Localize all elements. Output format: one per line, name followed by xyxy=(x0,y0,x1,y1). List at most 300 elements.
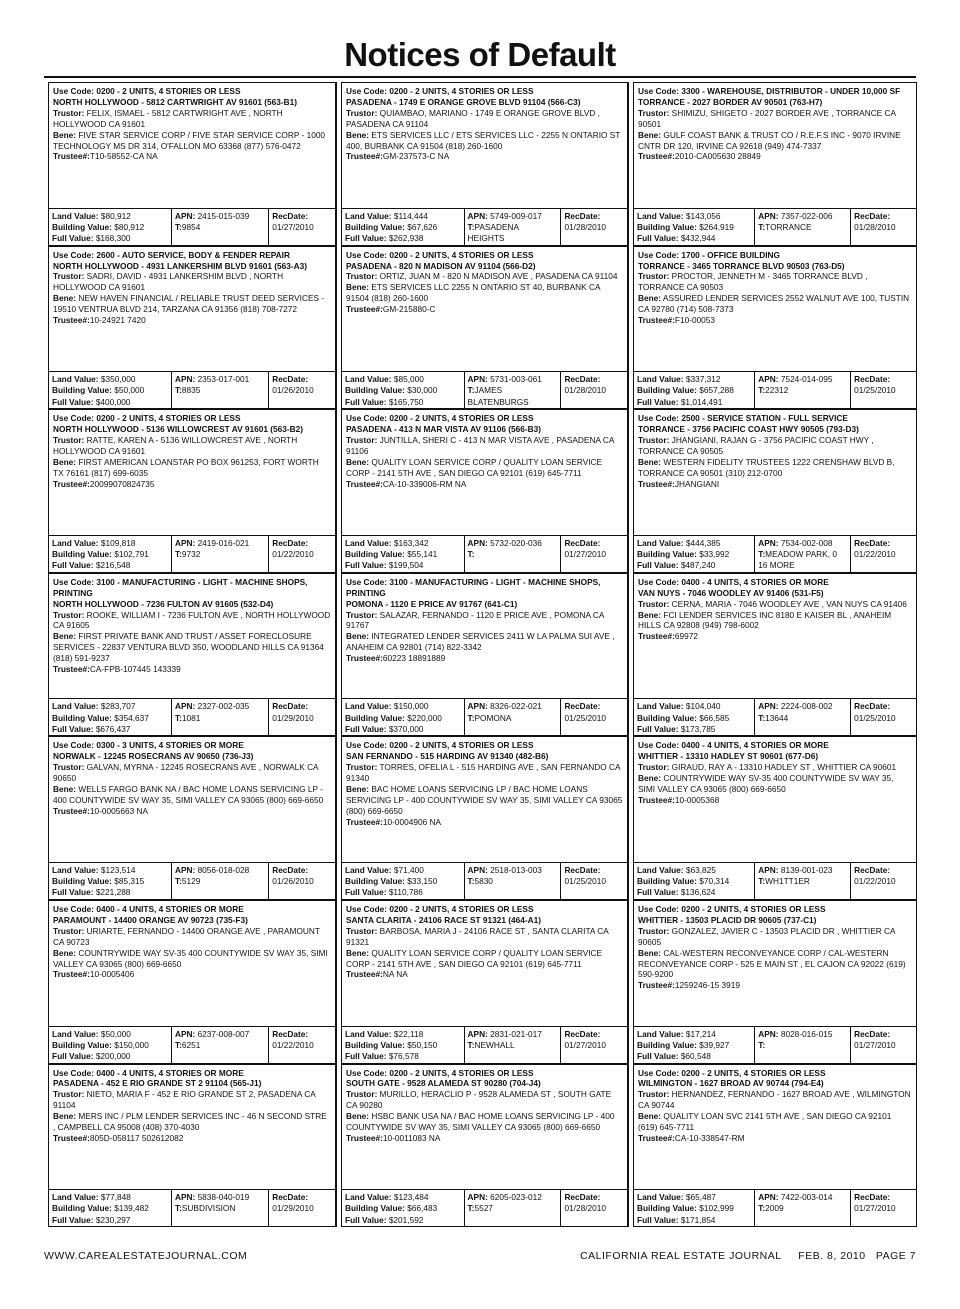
trustee-value: NA NA xyxy=(382,969,408,980)
use-code: Use Code: 2600 - AUTO SERVICE, BODY & FENDER REPAIR xyxy=(53,249,290,260)
tract xyxy=(468,385,558,408)
trustor-label: Trustor: xyxy=(346,609,378,620)
tract-value: 5527 xyxy=(474,1203,493,1214)
full-value xyxy=(52,724,168,735)
bene-value: FCI LENDER SERVICES INC 8180 E KAISER BL , ANAHEIM HILLS CA 92808 (949) 798-6002 xyxy=(638,609,892,631)
apn xyxy=(468,865,558,876)
use-code: Use Code: 0400 - 4 UNITS, 4 STORIES OR MORE xyxy=(638,740,829,751)
land-value xyxy=(345,1192,461,1203)
apn-column xyxy=(172,536,269,572)
land-label: Land Value: xyxy=(637,1028,684,1039)
values-column xyxy=(634,372,755,408)
recdate-column xyxy=(269,699,335,735)
values-column xyxy=(342,372,465,408)
bene-value: ETS SERVICES LLC 2255 N ONTARIO ST 40, BURBANK CA 91504 (818) 260-1600 xyxy=(346,282,601,304)
building-amount: $102,791 xyxy=(114,548,149,559)
tract xyxy=(175,1203,265,1214)
recdate-value: 01/25/2010 xyxy=(854,385,896,396)
value-row xyxy=(49,209,335,245)
land-amount: $444,385 xyxy=(685,537,721,548)
full-label: Full Value: xyxy=(52,723,94,734)
bene-line xyxy=(53,1111,331,1133)
bene-label: Bene: xyxy=(346,282,370,293)
apn-column xyxy=(755,372,851,408)
trustee-line xyxy=(638,795,912,806)
apn-label: APN: xyxy=(758,701,779,712)
tract xyxy=(758,1203,847,1214)
trustee-label: Trustee#: xyxy=(53,315,90,326)
bene-label: Bene: xyxy=(53,129,77,140)
tract xyxy=(468,1203,558,1214)
value-row xyxy=(342,1027,627,1063)
recdate-column xyxy=(851,372,916,408)
trustor-label: Trustor: xyxy=(638,762,670,773)
trustor-line xyxy=(346,108,623,130)
trustor-label: Trustor: xyxy=(346,107,378,118)
full-label: Full Value: xyxy=(345,887,387,898)
building-label: Building Value: xyxy=(637,548,697,559)
recdate-column xyxy=(269,863,335,899)
trustor-value: PROCTOR, JENNETH M - 3465 TORRANCE BLVD , TORRANCE CA 90503 xyxy=(638,271,868,293)
recdate-column xyxy=(561,1027,627,1063)
land-label: Land Value: xyxy=(345,864,392,875)
recdate-value: 01/25/2010 xyxy=(564,712,606,723)
use-code: Use Code: 0200 - 2 UNITS, 4 STORIES OR LESS xyxy=(638,1067,826,1078)
value-row xyxy=(634,209,916,245)
recdate-label: RecDate: xyxy=(272,1192,309,1203)
tract-value: JAMES BLATENBURGS xyxy=(467,385,529,407)
tract-label: T: xyxy=(467,876,475,887)
notice-cell xyxy=(44,1064,336,1228)
bene-value: COUNTRYWIDE WAY SV-35 400 COUNTYWIDE SV WAY 35, SIMI VALLEY CA 93065 (800) 669-6650 xyxy=(638,773,894,794)
apn-column xyxy=(172,1027,269,1063)
full-value xyxy=(345,1215,461,1226)
trustee-line xyxy=(346,969,623,980)
bene-label: Bene: xyxy=(346,456,370,467)
use-code: Use Code: 0400 - 4 UNITS, 4 STORIES OR MORE xyxy=(53,1067,244,1078)
trustor-label: Trustor: xyxy=(346,762,378,773)
land-value xyxy=(637,701,751,712)
trustor-line xyxy=(53,762,331,784)
building-value xyxy=(52,1040,168,1051)
tract-label: T: xyxy=(174,876,182,887)
tract xyxy=(175,549,265,560)
recdate-value: 01/29/2010 xyxy=(272,1203,314,1214)
land-label: Land Value: xyxy=(637,374,684,385)
full-amount: $199,504 xyxy=(388,560,424,571)
tract-value: 22312 xyxy=(765,385,789,396)
full-amount: $370,000 xyxy=(388,723,424,734)
tract-label: T: xyxy=(174,712,182,723)
full-value xyxy=(345,887,461,898)
full-amount: $262,938 xyxy=(388,233,424,243)
building-value xyxy=(345,222,461,233)
values-column xyxy=(634,1190,755,1226)
building-value xyxy=(52,876,168,887)
full-value xyxy=(637,1215,751,1226)
value-row xyxy=(634,536,916,572)
trustee-line xyxy=(53,151,331,162)
bene-label: Bene: xyxy=(53,784,77,794)
notice-box xyxy=(633,1064,917,1228)
recdate-value: 01/27/2010 xyxy=(564,548,606,559)
trustee-line xyxy=(53,806,331,817)
tract xyxy=(175,713,265,724)
trustee-value: 10-0005663 NA xyxy=(89,805,149,816)
values-column xyxy=(634,209,755,245)
notices-grid xyxy=(44,82,917,1227)
full-label: Full Value: xyxy=(637,396,679,407)
land-amount: $337,312 xyxy=(685,374,721,385)
recdate-column xyxy=(561,536,627,572)
land-label: Land Value: xyxy=(52,374,99,385)
tract xyxy=(468,713,558,724)
trustor-value: URIARTE, FERNANDO - 14400 ORANGE AVE , PARAMOUNT CA 90723 xyxy=(53,925,320,947)
value-row xyxy=(634,372,916,408)
land-label: Land Value: xyxy=(52,864,99,875)
bene-line xyxy=(638,948,912,981)
trustee-line xyxy=(638,315,912,326)
tract-value: 8835 xyxy=(181,385,201,396)
building-label: Building Value: xyxy=(52,1039,112,1050)
building-value xyxy=(52,713,168,724)
bene-value: ASSURED LENDER SERVICES 2552 WALNUT AVE 100, TUSTIN CA 92780 (714) 508-7373 xyxy=(638,293,910,315)
property-address: TORRANCE - 3756 PACIFIC COAST HWY 90505 (793-D3) xyxy=(638,424,859,435)
bene-label: Bene: xyxy=(53,947,77,958)
tract-label: T: xyxy=(174,385,182,396)
land-label: Land Value: xyxy=(345,537,392,548)
apn-label: APN: xyxy=(467,374,488,385)
full-amount: $171,854 xyxy=(680,1214,716,1225)
notice-cell xyxy=(336,900,628,1064)
tract-label: T: xyxy=(758,876,766,887)
recdate-label: RecDate: xyxy=(564,1028,601,1039)
building-label: Building Value: xyxy=(345,221,405,232)
property-address: PARAMOUNT - 14400 ORANGE AV 90723 (735-F3) xyxy=(53,914,248,925)
trustee-line xyxy=(346,1133,623,1144)
land-value xyxy=(52,538,168,549)
notice-box xyxy=(48,573,336,737)
land-value xyxy=(345,865,461,876)
use-code: Use Code: 0200 - 2 UNITS, 4 STORIES OR LESS xyxy=(346,249,534,260)
trustor-line xyxy=(53,271,331,293)
trustee-line xyxy=(638,1133,912,1144)
bene-line xyxy=(638,130,912,152)
apn xyxy=(468,701,558,712)
land-amount: $17,214 xyxy=(685,1028,716,1039)
building-value xyxy=(637,222,751,233)
apn-label: APN: xyxy=(467,701,488,712)
apn-value: 2415-015-039 xyxy=(197,210,250,221)
apn-value: 2419-016-021 xyxy=(197,537,250,548)
notice-text xyxy=(634,1065,916,1191)
apn xyxy=(468,1192,558,1203)
notice-cell xyxy=(336,409,628,573)
land-amount: $123,484 xyxy=(393,1192,429,1203)
recdate-column xyxy=(269,372,335,408)
recdate-label: RecDate: xyxy=(854,210,891,221)
apn-column xyxy=(465,699,562,735)
land-label: Land Value: xyxy=(345,701,392,712)
property-address: PASADENA - 1749 E ORANGE GROVE BLVD 91104 (566-C3) xyxy=(346,96,581,107)
trustor-value: JHANGIANI, RAJAN G - 3756 PACIFIC COAST HWY , TORRANCE CA 90505 xyxy=(638,435,874,456)
recdate-value: 01/28/2010 xyxy=(854,221,896,232)
apn-label: APN: xyxy=(174,537,196,548)
apn-column xyxy=(755,699,851,735)
building-label: Building Value: xyxy=(52,876,112,887)
trustor-value: HERNANDEZ, FERNANDO - 1627 BROAD AVE , WILMINGTON CA 90744 xyxy=(638,1089,911,1111)
apn-label: APN: xyxy=(467,1028,488,1039)
tract-value: TORRANCE xyxy=(765,221,812,232)
notice-cell xyxy=(628,82,917,246)
trustee-value: 10-24921 7420 xyxy=(89,315,146,326)
full-amount: $136,624 xyxy=(680,887,716,898)
trustee-line xyxy=(346,653,623,664)
property-address: VAN NUYS - 7046 WOODLEY AV 91406 (531-F5) xyxy=(638,587,824,598)
trustor-line xyxy=(53,1089,331,1111)
apn-label: APN: xyxy=(174,1192,196,1203)
recdate-label: RecDate: xyxy=(564,374,601,385)
full-value xyxy=(52,560,168,571)
values-column xyxy=(342,209,465,245)
recdate-column xyxy=(851,536,916,572)
full-value xyxy=(637,233,751,244)
values-column xyxy=(634,699,755,735)
tract-value: SUBDIVISION xyxy=(181,1203,236,1214)
apn-label: APN: xyxy=(758,537,779,548)
building-label: Building Value: xyxy=(52,548,112,559)
apn xyxy=(758,1029,847,1040)
recdate-label: RecDate: xyxy=(854,701,891,712)
building-label: Building Value: xyxy=(637,1039,697,1050)
notice-cell xyxy=(44,573,336,737)
trustor-label: Trustor: xyxy=(53,107,85,118)
tract xyxy=(175,876,265,887)
trustor-line xyxy=(638,108,912,130)
bene-label: Bene: xyxy=(53,631,77,642)
use-code: Use Code: 3300 - WAREHOUSE, DISTRIBUTOR - UNDER 10,000 SF xyxy=(638,86,901,96)
tract xyxy=(758,549,847,571)
notice-text xyxy=(49,737,335,863)
building-value xyxy=(345,1040,461,1051)
land-value xyxy=(345,1029,461,1040)
property-address: PASADENA - 452 E RIO GRANDE ST 2 91104 (565-J1) xyxy=(53,1078,262,1089)
property-address: NORTH HOLLYWOOD - 4931 LANKERSHIM BLVD 91601 (563-A3) xyxy=(53,260,308,271)
bene-label: Bene: xyxy=(53,293,77,304)
land-value xyxy=(52,865,168,876)
full-amount: $676,437 xyxy=(95,723,131,734)
full-amount: $110,786 xyxy=(388,887,423,898)
bene-line xyxy=(638,610,912,632)
apn xyxy=(758,211,847,222)
property-address: WHITTIER - 13310 HADLEY ST 90601 (677-D6) xyxy=(638,751,819,762)
trustee-line xyxy=(53,664,331,675)
tract xyxy=(758,713,847,724)
value-row xyxy=(342,372,627,408)
apn-column xyxy=(465,1027,562,1063)
tract-label: T: xyxy=(758,221,766,232)
trustee-value: 10-0004906 NA xyxy=(382,816,442,827)
property-address: TORRANCE - 2027 BORDER AV 90501 (763-H7) xyxy=(638,96,823,107)
land-label: Land Value: xyxy=(345,374,392,385)
property-address: PASADENA - 820 N MADISON AV 91104 (566-D2) xyxy=(346,260,536,271)
bene-line xyxy=(346,457,623,479)
recdate-column xyxy=(561,699,627,735)
trustee-line xyxy=(638,980,912,991)
building-amount: $67,626 xyxy=(407,221,438,232)
notice-text xyxy=(49,247,335,373)
bene-label: Bene: xyxy=(638,773,662,784)
full-amount: $173,785 xyxy=(680,723,716,734)
value-row xyxy=(49,863,335,899)
full-value xyxy=(345,560,461,571)
building-value xyxy=(52,549,168,560)
notice-cell xyxy=(628,736,917,900)
apn-column xyxy=(755,209,851,245)
apn-label: APN: xyxy=(758,1028,779,1039)
recdate-value: 01/22/2010 xyxy=(854,548,896,559)
recdate-column xyxy=(269,536,335,572)
bene-value: QUALITY LOAN SERVICE CORP / QUALITY LOAN SERVICE CORP - 2141 5TH AVE , SAN DIEGO CA 92101 (619) 645-7711 xyxy=(346,456,603,478)
building-amount: $139,482 xyxy=(114,1203,149,1214)
notice-box xyxy=(633,82,917,246)
building-value xyxy=(345,1203,461,1214)
apn-column xyxy=(465,209,562,245)
building-value xyxy=(345,713,461,724)
property-address: NORTH HOLLYWOOD - 5812 CARTWRIGHT AV 91601 (563-B1) xyxy=(53,96,298,107)
apn-value: 7524-014-095 xyxy=(780,374,833,385)
values-column xyxy=(634,1027,755,1063)
land-value xyxy=(52,374,168,385)
trustee-label: Trustee#: xyxy=(638,315,675,326)
notice-box xyxy=(633,246,917,410)
building-amount: $657,288 xyxy=(699,385,734,396)
recdate-value: 01/27/2010 xyxy=(854,1203,896,1214)
full-amount: $487,240 xyxy=(680,560,716,571)
land-label: Land Value: xyxy=(345,1192,392,1203)
apn-value: 7357-022-006 xyxy=(780,210,833,221)
trustor-label: Trustor: xyxy=(346,271,378,282)
values-column xyxy=(49,699,172,735)
tract xyxy=(758,876,847,887)
recdate-value: 01/22/2010 xyxy=(272,1039,314,1050)
trustee-label: Trustee#: xyxy=(638,980,675,991)
recdate-column xyxy=(851,699,916,735)
apn-value: 6237-008-007 xyxy=(197,1028,250,1039)
apn-column xyxy=(465,1190,562,1226)
apn xyxy=(468,538,558,549)
notice-box xyxy=(48,82,336,246)
tract xyxy=(468,1040,558,1051)
trustor-label: Trustor: xyxy=(53,609,85,620)
trustee-label: Trustee#: xyxy=(346,653,383,664)
values-column xyxy=(342,863,465,899)
use-code: Use Code: 2500 - SERVICE STATION - FULL SERVICE xyxy=(638,413,848,424)
values-column xyxy=(49,863,172,899)
trustee-line xyxy=(638,631,912,642)
trustee-label: Trustee#: xyxy=(346,1133,383,1143)
land-value xyxy=(52,1192,168,1203)
apn-column xyxy=(172,209,269,245)
values-column xyxy=(49,372,172,408)
trustor-value: JUNTILLA, SHERI C - 413 N MAR VISTA AVE , PASADENA CA 91106 xyxy=(346,435,614,456)
tract-label: T: xyxy=(174,1203,182,1214)
bene-value: WESTERN FIDELITY TRUSTEES 1222 CRENSHAW BLVD B, TORRANCE CA 90501 (310) 212-0700 xyxy=(638,456,895,478)
trustor-line xyxy=(638,762,912,773)
full-value xyxy=(637,560,751,571)
use-code: Use Code: 0200 - 2 UNITS, 4 STORIES OR LESS xyxy=(346,740,534,751)
trustor-label: Trustor: xyxy=(638,107,670,118)
trustee-line xyxy=(638,151,912,162)
tract-label: T: xyxy=(758,548,766,559)
bene-label: Bene: xyxy=(638,609,662,620)
value-row xyxy=(342,863,627,899)
trustor-label: Trustor: xyxy=(53,1089,85,1100)
building-label: Building Value: xyxy=(52,221,112,232)
trustor-line xyxy=(53,108,331,130)
use-code: Use Code: 3100 - MANUFACTURING - LIGHT - MACHINE SHOPS, PRINTING xyxy=(53,576,308,598)
full-value xyxy=(52,887,168,898)
values-column xyxy=(49,536,172,572)
use-code: Use Code: 0200 - 2 UNITS, 4 STORIES OR LESS xyxy=(53,413,241,424)
building-amount: $264,919 xyxy=(699,221,734,232)
notice-text xyxy=(342,410,627,536)
trustee-value: 805D-058117 502612082 xyxy=(89,1133,184,1143)
bene-label: Bene: xyxy=(638,947,662,958)
trustor-value: BARBOSA, MARIA J - 24106 RACE ST , SANTA CLARITA CA 91321 xyxy=(346,925,609,947)
trustor-line xyxy=(346,610,623,632)
apn-value: 5749-009-017 xyxy=(490,210,542,221)
apn xyxy=(175,701,265,712)
trustee-label: Trustee#: xyxy=(346,304,383,315)
bene-line xyxy=(346,631,623,653)
tract xyxy=(758,385,847,396)
bene-line xyxy=(53,457,331,479)
apn-value: 2831-021-017 xyxy=(490,1028,542,1039)
building-label: Building Value: xyxy=(345,1039,405,1050)
full-label: Full Value: xyxy=(345,396,387,407)
tract-value: PASADENA HEIGHTS xyxy=(467,221,519,243)
recdate-column xyxy=(851,1027,916,1063)
value-row xyxy=(49,1190,335,1226)
trustee-label: Trustee#: xyxy=(53,969,90,980)
apn-value: 7534-002-008 xyxy=(780,537,833,548)
bene-line xyxy=(346,948,623,970)
building-value xyxy=(637,1203,751,1214)
full-label: Full Value: xyxy=(637,1214,679,1225)
full-amount: $60,548 xyxy=(680,1050,711,1061)
land-label: Land Value: xyxy=(52,701,99,712)
bene-label: Bene: xyxy=(638,293,662,304)
property-address: PASADENA - 413 N MAR VISTA AV 91106 (566-B3) xyxy=(346,424,542,435)
use-code: Use Code: 0400 - 4 UNITS, 4 STORIES OR MORE xyxy=(53,903,244,914)
trustor-label: Trustor: xyxy=(346,435,378,445)
footer-website: WWW.CAREALESTATEJOURNAL.COM xyxy=(44,1250,248,1262)
notice-cell xyxy=(44,409,336,573)
recdate-column xyxy=(269,1027,335,1063)
land-label: Land Value: xyxy=(52,537,99,548)
trustor-value: SADRI, DAVID - 4931 LANKERSHIM BLVD , NORTH HOLLYWOOD CA 91601 xyxy=(53,271,284,293)
apn-value: 8056-018-028 xyxy=(197,864,250,875)
land-label: Land Value: xyxy=(637,864,684,875)
value-row xyxy=(634,1027,916,1063)
trustor-value: GONZALEZ, JAVIER C - 13503 PLACID DR , WHITTIER CA 90605 xyxy=(638,925,896,947)
tract-value: 2009 xyxy=(765,1203,784,1214)
property-address: NORWALK - 12245 ROSECRANS AV 90650 (736-J3) xyxy=(53,751,254,762)
apn xyxy=(758,538,847,549)
tract xyxy=(175,222,265,233)
use-code: Use Code: 3100 - MANUFACTURING - LIGHT - MACHINE SHOPS, PRINTING xyxy=(346,576,601,598)
